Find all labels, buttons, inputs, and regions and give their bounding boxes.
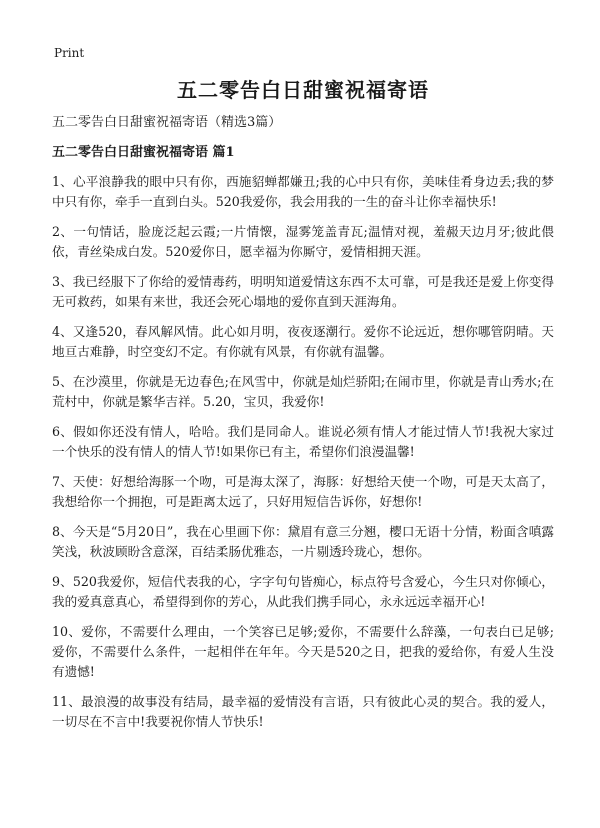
paragraph-1: 1、心平浪静我的眼中只有你，西施貂蝉都嫌丑;我的心中只有你，美味佳肴身边丢;我的梦中只有你，牵手一直到白头。520我爱你，我会用我的一生的奋斗让你幸福快乐!	[52, 174, 554, 209]
print-link[interactable]: Print	[54, 46, 85, 60]
paragraph-8: 8、今天是“5月20日”，我在心里画下你：黛眉有意三分翘，樱口无语十分情，粉面含嗔露笑浅，秋波顾盼含意深，百结柔肠优雅态，一片剔透玲珑心，想你。	[52, 524, 554, 559]
paragraph-5: 5、在沙漠里，你就是无边春色;在风雪中，你就是灿烂骄阳;在闹市里，你就是青山秀水;在荒村中，你就是繁华吉祥。5.20，宝贝，我爱你!	[52, 374, 554, 409]
paragraph-11: 11、最浪漫的故事没有结局，最幸福的爱情没有言语，只有彼此心灵的契合。我的爱人，一切尽在不言中!我要祝你情人节快乐!	[52, 694, 554, 729]
document-subtitle: 五二零告白日甜蜜祝福寄语（精选3篇）	[52, 115, 282, 130]
paragraph-7: 7、天使：好想给海豚一个吻，可是海太深了，海豚：好想给天使一个吻，可是天太高了，我想给你一个拥抱，可是距离太远了，只好用短信告诉你，好想你!	[52, 474, 554, 509]
paragraph-6: 6、假如你还没有情人，哈哈。我们是同命人。谁说必须有情人才能过情人节!我祝大家过一个快乐的没有情人的情人节!如果你已有主，希望你们浪漫温馨!	[52, 424, 554, 459]
paragraph-9: 9、520我爱你，短信代表我的心，字字句句皆痴心，标点符号含爱心，今生只对你倾心，我的爱真意真心，希望得到你的芳心，从此我们携手同心，永永远远幸福开心!	[52, 574, 554, 609]
paragraph-3: 3、我已经服下了你给的爱情毒药，明明知道爱情这东西不太可靠，可是我还是爱上你变得无可救药，如果有来世，我还会死心塌地的爱你直到天涯海角。	[52, 274, 554, 309]
paragraph-4: 4、又逢520，春风解风情。此心如月明，夜夜逐潮行。爱你不论远近，想你哪管阴晴。天地亘古难静，时空变幻不定。有你就有风景，有你就有温馨。	[52, 324, 554, 359]
paragraph-2: 2、一句情话，脸庞泛起云霞;一片情懐，湿雾笼盖青瓦;温情对视，羞赧天边月牙;彼此偎依，青丝染成白发。520爱你日，愿幸福为你厮守，爱情相拥天涯。	[52, 224, 554, 259]
document-title: 五二零告白日甜蜜祝福寄语	[177, 78, 429, 102]
paragraph-10: 10、爱你，不需要什么理由，一个笑容已足够;爱你，不需要什么辞藻，一句表白已足够;爱你，不需要什么条件，一起相伴在年年。今天是520之日，把我的爱给你，有爱人生没有遗憾!	[52, 624, 554, 679]
section-heading: 五二零告白日甜蜜祝福寄语 篇1	[52, 145, 235, 160]
